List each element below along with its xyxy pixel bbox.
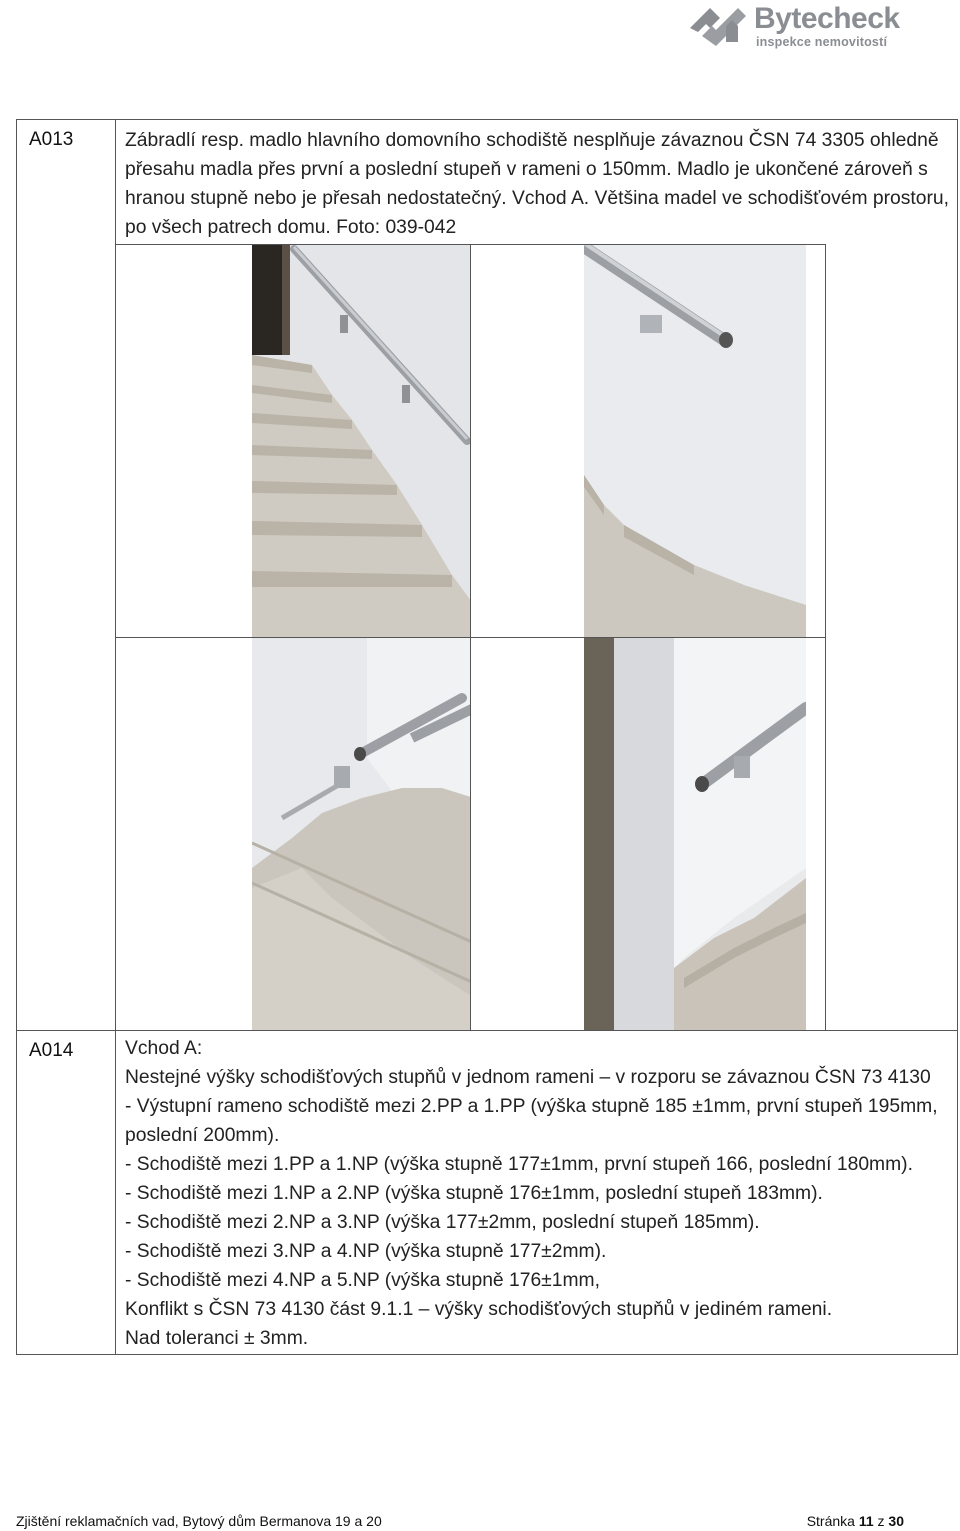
defect-content-cell <box>116 120 958 1031</box>
stair-corner-photo <box>252 638 471 1031</box>
logo-wordmark: Bytecheck <box>754 2 900 35</box>
wall-handrail-photo <box>584 638 806 1031</box>
description-line: - Výstupní rameno schodiště mezi 2.PP a 1.PP (výška stupně 185 ±1mm, první stupeň 195mm, poslední 200mm). <box>125 1096 938 1146</box>
defect-code: A013 <box>29 129 74 150</box>
page-total: 30 <box>888 1513 904 1529</box>
description-line: - Schodiště mezi 3.NP a 4.NP (výška stupně 177±2mm). <box>125 1241 607 1262</box>
defect-code-cell <box>17 120 116 1031</box>
photo-4 <box>470 637 826 1031</box>
defect-code: A014 <box>29 1040 74 1061</box>
page-current: 11 <box>858 1513 874 1529</box>
description-line: - Schodiště mezi 4.NP a 5.NP (výška stupně 176±1mm, <box>125 1270 600 1291</box>
defect-description <box>116 1031 957 1354</box>
defect-content-cell <box>116 1031 958 1355</box>
staircase-photo <box>252 245 471 638</box>
description-line: Nad toleranci ± 3mm. <box>125 1328 309 1349</box>
description-line: Vchod A: <box>125 1038 203 1059</box>
description-line: - Schodiště mezi 1.PP a 1.NP (výška stupně 177±1mm, první stupeň 166, poslední 180mm). <box>125 1154 913 1175</box>
photo-grid <box>115 244 825 1030</box>
description-line: - Schodiště mezi 2.NP a 3.NP (výška 177±2mm, poslední stupeň 185mm). <box>125 1212 760 1233</box>
description-line: - Schodiště mezi 1.NP a 2.NP (výška stupně 176±1mm, poslední stupeň 183mm). <box>125 1183 823 1204</box>
defect-code-cell <box>17 1031 116 1355</box>
house-check-icon <box>686 2 752 48</box>
photo-3 <box>115 637 471 1031</box>
defect-row-a014 <box>17 1031 958 1355</box>
company-logo <box>686 2 926 52</box>
footer-page-number <box>807 1513 904 1529</box>
description-line: Nestejné výšky schodišťových stupňů v jednom rameni – v rozporu se závaznou ČSN 73 4130 <box>125 1067 931 1088</box>
footer-document-title: Zjištění reklamačních vad, Bytový dům Bermanova 19 a 20 <box>16 1513 382 1529</box>
defects-table <box>16 119 958 1355</box>
page-separator: z <box>877 1513 885 1529</box>
photo-1 <box>115 244 471 638</box>
defect-row-a013 <box>17 120 958 1031</box>
logo-tagline: inspekce nemovitostí <box>756 35 888 49</box>
handrail-photo <box>584 245 806 638</box>
description-line: Konflikt s ČSN 73 4130 část 9.1.1 – výšky schodišťových stupňů v jediném rameni. <box>125 1299 833 1320</box>
photo-2 <box>470 244 826 638</box>
defect-description: Zábradlí resp. madlo hlavního domovního schodiště nesplňuje závaznou ČSN 74 3305 ohledně přesahu madla přes první a poslední stupeň v rameni o 150mm. Madlo je ukončené zároveň s hranou stupně nebo je přesah nedostatečný. Vchod A. Většina madel ve schodišťovém prostoru, po všech patrech domu. Foto: 039-042 <box>125 130 949 238</box>
page-prefix: Stránka <box>806 1513 855 1529</box>
